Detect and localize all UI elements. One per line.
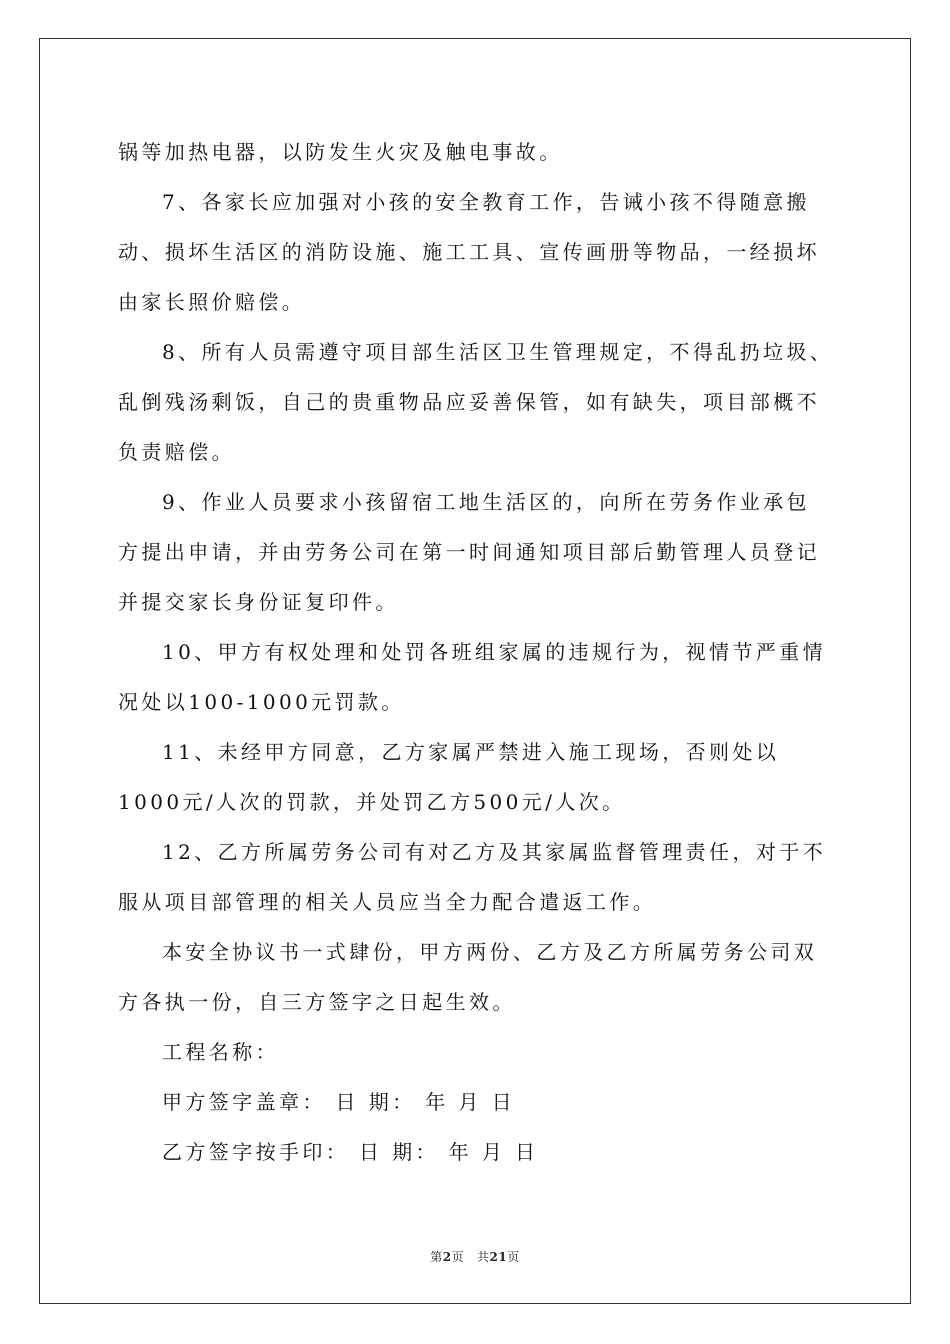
- text-line: 10、甲方有权处理和处罚各班组家属的违规行为，视情节严重情: [162, 640, 827, 664]
- text-line: 负责赔偿。: [118, 440, 235, 464]
- current-page-number: 2: [442, 1250, 452, 1264]
- text-line: 12、乙方所属劳务公司有对乙方及其家属监督管理责任，对于不: [162, 840, 827, 864]
- text-line: 并提交家长身份证复印件。: [118, 590, 399, 614]
- text-line: 本安全协议书一式肆份，甲方两份、乙方及乙方所属劳务公司双: [162, 940, 818, 964]
- text-line: 7、各家长应加强对小孩的安全教育工作，告诫小孩不得随意搬: [162, 190, 810, 214]
- text-line: 9、作业人员要求小孩留宿工地生活区的，向所在劳务作业承包: [162, 490, 810, 514]
- text-line: 方各执一份，自三方签字之日起生效。: [118, 990, 516, 1014]
- footer-suffix: 页: [507, 1250, 520, 1264]
- text-line: 乱倒残汤剩饭，自己的贵重物品应妥善保管，如有缺失，项目部概不: [118, 390, 820, 414]
- text-line: 8、所有人员需遵守项目部生活区卫生管理规定，不得乱扔垃圾、: [162, 340, 834, 364]
- total-page-count: 21: [489, 1250, 508, 1264]
- text-line: 锅等加热电器，以防发生火灾及触电事故。: [118, 140, 563, 164]
- text-line: 方提出申请，并由劳务公司在第一时间通知项目部后勤管理人员登记: [118, 540, 820, 564]
- footer-prefix: 第: [430, 1250, 443, 1264]
- page-footer: [0, 1248, 950, 1265]
- text-line: 工程名称：: [162, 1040, 279, 1064]
- text-line: 11、未经甲方同意，乙方家属严禁进入施工现场，否则处以: [162, 740, 780, 764]
- text-line: 1000元/人次的罚款，并处罚乙方500元/人次。: [118, 790, 626, 814]
- text-line: 由家长照价赔偿。: [118, 290, 306, 314]
- document-body: [118, 127, 834, 1177]
- text-line: 服从项目部管理的相关人员应当全力配合遣返工作。: [118, 890, 657, 914]
- footer-middle: 页 共: [451, 1250, 490, 1264]
- text-line: 况处以100-1000元罚款。: [118, 690, 405, 714]
- text-line: 甲方签字盖章： 日 期： 年 月 日: [162, 1090, 515, 1114]
- text-line: 动、损坏生活区的消防设施、施工工具、宣传画册等物品，一经损坏: [118, 240, 820, 264]
- text-line: 乙方签字按手印： 日 期： 年 月 日: [162, 1140, 539, 1164]
